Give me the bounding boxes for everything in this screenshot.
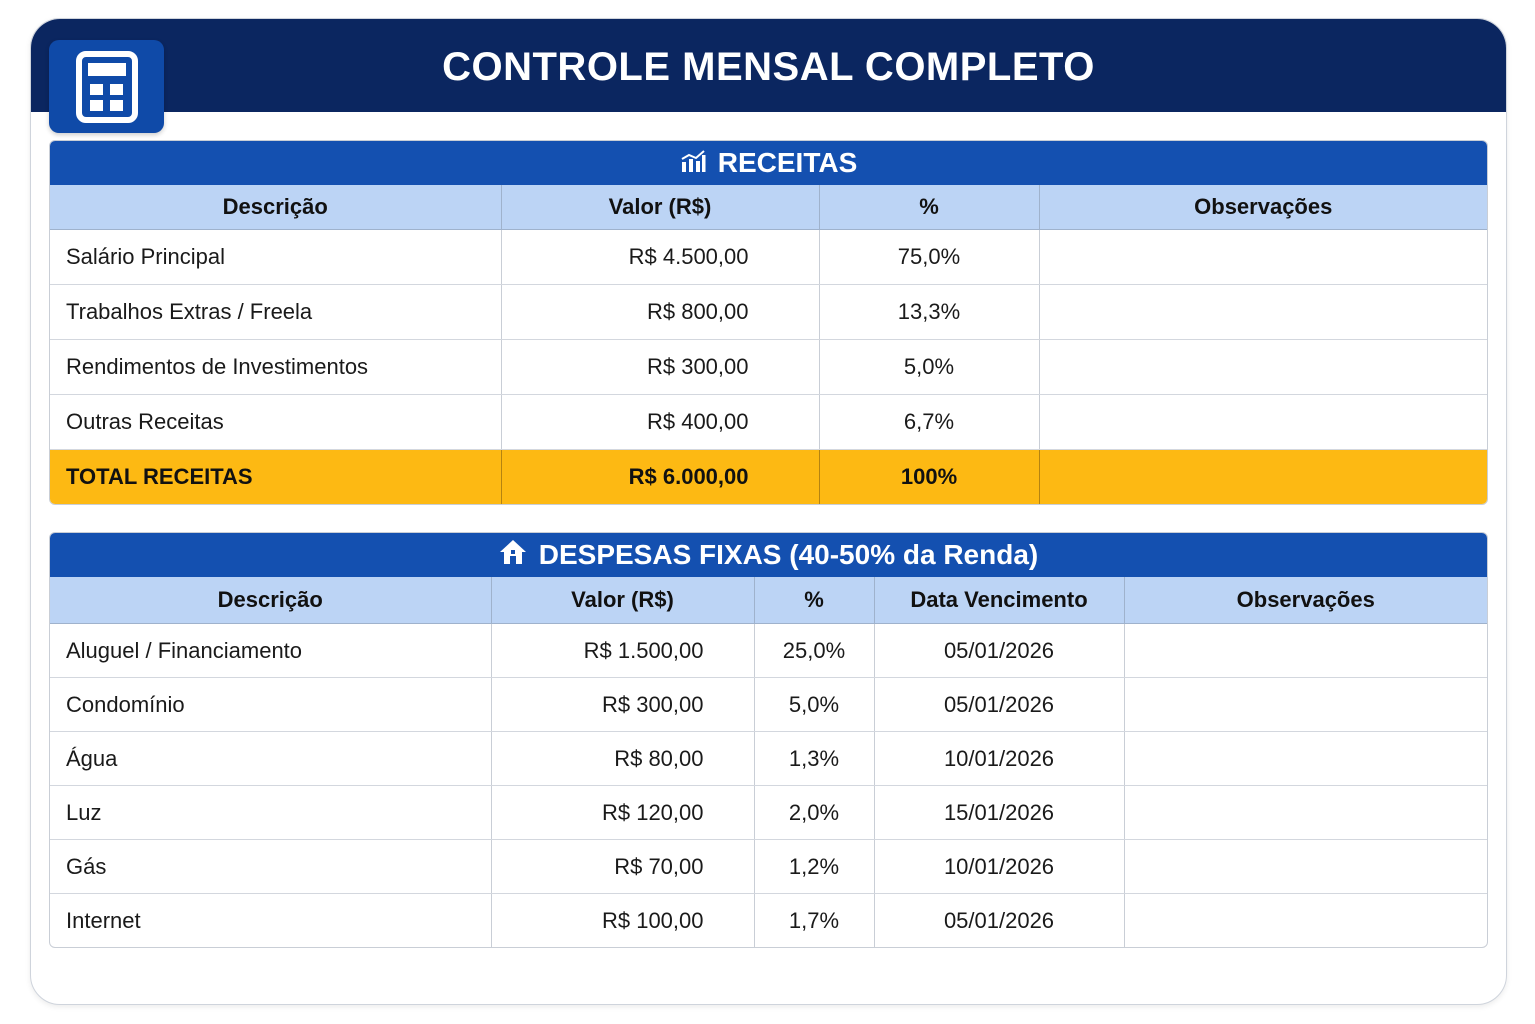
cell-desc[interactable]: Luz [50, 786, 491, 840]
total-pct: 100% [819, 450, 1039, 505]
cell-obs[interactable] [1039, 230, 1487, 285]
cell-pct[interactable]: 5,0% [754, 678, 874, 732]
house-icon [499, 539, 527, 572]
cell-desc[interactable]: Salário Principal [50, 230, 501, 285]
cell-obs[interactable] [1124, 840, 1487, 894]
cell-valor[interactable]: R$ 300,00 [501, 340, 819, 395]
despesas-header-row [50, 577, 1487, 624]
cell-data[interactable]: 05/01/2026 [874, 678, 1124, 732]
cell-data[interactable]: 15/01/2026 [874, 786, 1124, 840]
cell-obs[interactable] [1124, 624, 1487, 678]
cell-valor[interactable]: R$ 1.500,00 [491, 624, 754, 678]
table-row [50, 894, 1487, 948]
despesas-grid [50, 577, 1487, 947]
receitas-section-title [50, 141, 1487, 185]
table-row [50, 624, 1487, 678]
cell-pct[interactable]: 1,2% [754, 840, 874, 894]
table-row [50, 285, 1487, 340]
cell-data[interactable]: 05/01/2026 [874, 894, 1124, 948]
cell-desc[interactable]: Internet [50, 894, 491, 948]
table-row [50, 840, 1487, 894]
total-row [50, 450, 1487, 505]
col-descricao: Descrição [50, 577, 491, 624]
col-valor: Valor (R$) [491, 577, 754, 624]
despesas-section-title [50, 533, 1487, 577]
col-observacoes: Observações [1124, 577, 1487, 624]
cell-valor[interactable]: R$ 100,00 [491, 894, 754, 948]
table-row [50, 230, 1487, 285]
table-row [50, 395, 1487, 450]
total-obs[interactable] [1039, 450, 1487, 505]
cell-obs[interactable] [1124, 732, 1487, 786]
cell-pct[interactable]: 75,0% [819, 230, 1039, 285]
cell-desc[interactable]: Trabalhos Extras / Freela [50, 285, 501, 340]
cell-valor[interactable]: R$ 300,00 [491, 678, 754, 732]
cell-desc[interactable]: Rendimentos de Investimentos [50, 340, 501, 395]
cell-valor[interactable]: R$ 120,00 [491, 786, 754, 840]
receitas-title: RECEITAS [717, 147, 858, 178]
cell-valor[interactable]: R$ 80,00 [491, 732, 754, 786]
cell-valor[interactable]: R$ 800,00 [501, 285, 819, 340]
col-pct: % [819, 185, 1039, 230]
cell-pct[interactable]: 1,7% [754, 894, 874, 948]
cell-desc[interactable]: Gás [50, 840, 491, 894]
cell-pct[interactable]: 5,0% [819, 340, 1039, 395]
cell-desc[interactable]: Condomínio [50, 678, 491, 732]
col-valor: Valor (R$) [501, 185, 819, 230]
table-row [50, 340, 1487, 395]
table-row [50, 786, 1487, 840]
cell-data[interactable]: 10/01/2026 [874, 732, 1124, 786]
cell-pct[interactable]: 13,3% [819, 285, 1039, 340]
calculator-icon [49, 40, 164, 133]
cell-desc[interactable]: Aluguel / Financiamento [50, 624, 491, 678]
cell-data[interactable]: 10/01/2026 [874, 840, 1124, 894]
cell-valor[interactable]: R$ 400,00 [501, 395, 819, 450]
despesas-title: DESPESAS FIXAS (40-50% da Renda) [538, 539, 1039, 570]
cell-valor[interactable]: R$ 4.500,00 [501, 230, 819, 285]
table-row [50, 732, 1487, 786]
cell-desc[interactable]: Outras Receitas [50, 395, 501, 450]
receitas-table [49, 140, 1488, 505]
cell-obs[interactable] [1039, 285, 1487, 340]
page-header [31, 19, 1506, 112]
receitas-header-row [50, 185, 1487, 230]
cell-obs[interactable] [1039, 395, 1487, 450]
col-descricao: Descrição [50, 185, 501, 230]
table-row [50, 678, 1487, 732]
col-observacoes: Observações [1039, 185, 1487, 230]
page-title: CONTROLE MENSAL COMPLETO [442, 45, 1095, 89]
cell-desc[interactable]: Água [50, 732, 491, 786]
col-data-vencimento: Data Vencimento [874, 577, 1124, 624]
cell-pct[interactable]: 25,0% [754, 624, 874, 678]
cell-pct[interactable]: 6,7% [819, 395, 1039, 450]
despesas-table [49, 532, 1488, 948]
total-label: TOTAL RECEITAS [50, 450, 501, 505]
cell-obs[interactable] [1124, 678, 1487, 732]
bar-chart-icon [680, 147, 706, 179]
cell-data[interactable]: 05/01/2026 [874, 624, 1124, 678]
cell-obs[interactable] [1039, 340, 1487, 395]
receitas-grid [50, 185, 1487, 504]
cell-obs[interactable] [1124, 894, 1487, 948]
cell-pct[interactable]: 1,3% [754, 732, 874, 786]
cell-valor[interactable]: R$ 70,00 [491, 840, 754, 894]
cell-pct[interactable]: 2,0% [754, 786, 874, 840]
cell-obs[interactable] [1124, 786, 1487, 840]
total-valor: R$ 6.000,00 [501, 450, 819, 505]
col-pct: % [754, 577, 874, 624]
